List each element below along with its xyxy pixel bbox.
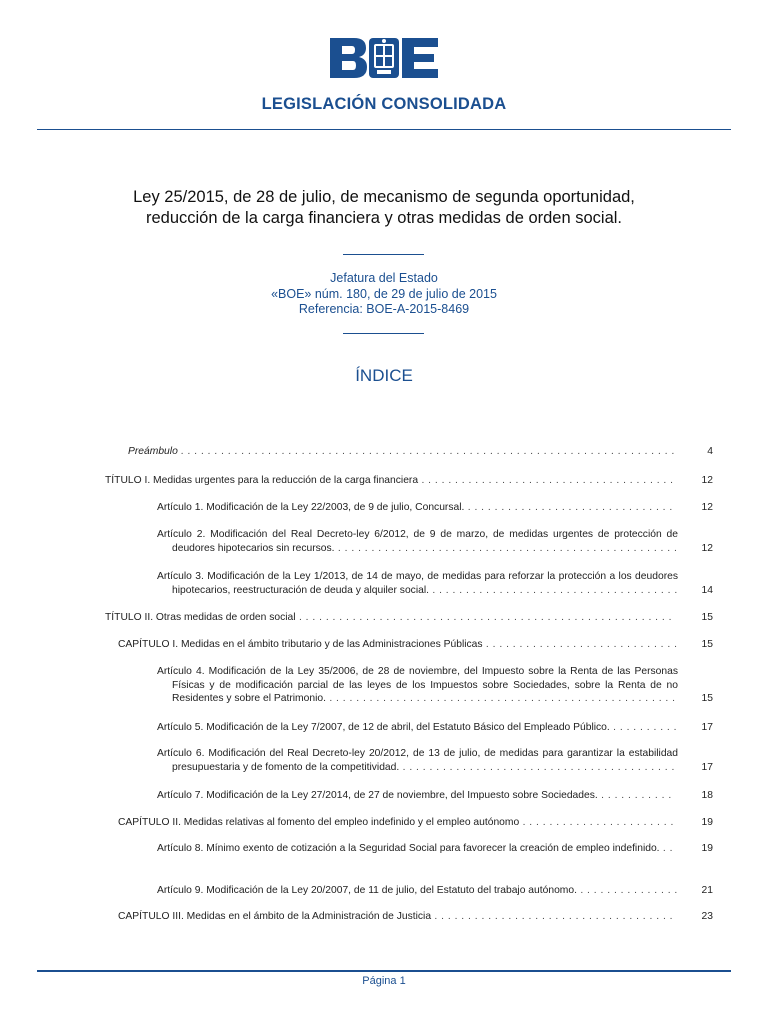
toc-entry-text: Artículo 4. Modificación de la Ley 35/2006, de 28 de noviembre, del Impuesto sobre la Renta de las Personas Físicas y de modificación parcial de las leyes de los Impuestos sobre Sociedades, sobre la Renta de no Residentes y sobre el Patrimonio.	[157, 666, 678, 704]
document-title-line-2: reducción de la carga financiera y otras medidas de orden social.	[145, 208, 623, 227]
meta-divider	[343, 333, 424, 334]
toc-page-number: 15	[701, 639, 713, 650]
toc-page-number: 12	[701, 542, 713, 554]
toc-entry-text: Artículo 3. Modificación de la Ley 1/2013, de 14 de mayo, de medidas para reforzar la protección a los deudores hipotecarios, reestructuración de deuda y alquiler social.	[157, 571, 678, 596]
toc-page-number: 12	[701, 502, 713, 513]
toc-entry-text: Artículo 8. Mínimo exento de cotización a la Seguridad Social para favorecer la creación de empleo indefinido.	[157, 843, 660, 854]
toc-entry-articulo-5[interactable]: Artículo 5. Modificación de la Ley 7/2007, de 12 de abril, del Estatuto Básico del Empleado Público. . . . . . . . . . . 17	[157, 722, 713, 733]
toc-entry-articulo-4[interactable]: Artículo 4. Modificación de la Ley 35/2006, de 28 de noviembre, del Impuesto sobre la Renta de las Personas Físicas y de modificación parcial de las leyes de los Impuestos sobre Sociedades, sobre la Renta de no Residentes y sobre el Patrimonio. . . . . . . . . . . . . . . . . . . . . . . . . . . . . . . . . . . . . . . . . . . . . . . . . . . . . 15	[157, 666, 713, 704]
toc-page-number: 14	[701, 584, 713, 596]
toc-entry-text: Preámbulo	[128, 446, 178, 457]
toc-page-number: 15	[701, 612, 713, 623]
boe-logo	[328, 36, 440, 80]
toc-page-number: 17	[701, 722, 713, 733]
toc-page-number: 15	[701, 693, 713, 704]
toc-entry-articulo-1[interactable]: Artículo 1. Modificación de la Ley 22/2003, de 9 de julio, Concursal. . . . . . . . . . . . . . . . . . . . . . . . . . . . . . . . 12	[157, 502, 713, 513]
toc-entry-preamble[interactable]: Preámbulo . . . . . . . . . . . . . . . . . . . . . . . . . . . . . . . . . . . . . . . . . . . . . . . . . . . . . . . . . . . . . . . . . . . . . . . . . . 4	[128, 446, 713, 457]
document-title	[80, 187, 688, 228]
issuer: Jefatura del Estado	[330, 271, 438, 285]
toc-entry-text: Artículo 2. Modificación del Real Decreto-ley 6/2012, de 9 de marzo, de medidas urgentes de protección de deudores hipotecarios sin recursos.	[157, 529, 678, 554]
toc-entry-text: Artículo 6. Modificación del Real Decreto-ley 20/2012, de 13 de julio, de medidas para garantizar la estabilidad presupuestaria y de fomento de la competitividad.	[157, 748, 678, 773]
toc-entry-capitulo-3[interactable]: CAPÍTULO III. Medidas en el ámbito de la Administración de Justicia . . . . . . . . . . . . . . . . . . . . . . . . . . . . . . . . . . . . 23	[118, 911, 713, 922]
header-divider	[37, 129, 731, 130]
toc-entry-titulo-1[interactable]: TÍTULO I. Medidas urgentes para la reducción de la carga financiera . . . . . . . . . . . . . . . . . . . . . . . . . . . . . . . . . . . . . . 12	[105, 475, 713, 486]
toc-page-number: 19	[701, 843, 713, 854]
document-meta	[0, 271, 768, 318]
toc-entry-text: TÍTULO I. Medidas urgentes para la reducción de la carga financiera	[105, 475, 419, 486]
toc-page-number: 4	[707, 446, 713, 457]
toc-page-number: 17	[701, 761, 713, 773]
toc-entry-text: Artículo 1. Modificación de la Ley 22/2003, de 9 de julio, Concursal.	[157, 502, 465, 513]
toc-entry-articulo-3[interactable]: Artículo 3. Modificación de la Ley 1/2013, de 14 de mayo, de medidas para reforzar la protección a los deudores hipotecarios, reestructuración de deuda y alquiler social. . . . . . . . . . . . . . . . . . . . . . . . . . . . . . . . . . . . . . 14	[157, 571, 713, 596]
toc-entry-text: Artículo 5. Modificación de la Ley 7/2007, de 12 de abril, del Estatuto Básico del Empleado Público.	[157, 722, 610, 733]
boe-logo-graphic	[328, 36, 440, 80]
publication: «BOE» núm. 180, de 29 de julio de 2015	[271, 286, 497, 301]
toc-entry-articulo-6[interactable]: Artículo 6. Modificación del Real Decreto-ley 20/2012, de 13 de julio, de medidas para garantizar la estabilidad presupuestaria y de fomento de la competitividad. . . . . . . . . . . . . . . . . . . . . . . . . . . . . . . . . . . . . . . . . . 17	[157, 748, 713, 773]
toc-page-number: 23	[701, 911, 713, 922]
page-number-footer: Página 1	[362, 975, 406, 987]
toc-page-number: 21	[701, 885, 713, 896]
toc-page-number: 19	[701, 817, 713, 828]
toc-page-number: 12	[701, 475, 713, 486]
section-heading: LEGISLACIÓN CONSOLIDADA	[261, 95, 507, 113]
toc-entry-capitulo-2[interactable]: CAPÍTULO II. Medidas relativas al fomento del empleo indefinido y el empleo autónomo . . . . . . . . . . . . . . . . . . . . . . . 19	[118, 817, 713, 828]
toc-entry-articulo-7[interactable]: Artículo 7. Modificación de la Ley 27/2014, de 27 de noviembre, del Impuesto sobre Sociedades. . . . . . . . . . . . 18	[157, 790, 713, 801]
toc-entry-capitulo-1[interactable]: CAPÍTULO I. Medidas en el ámbito tributario y de las Administraciones Públicas . . . . . . . . . . . . . . . . . . . . . . . . . . . . . 15	[118, 639, 713, 650]
toc-entry-text: Artículo 9. Modificación de la Ley 20/2007, de 11 de julio, del Estatuto del trabajo autónomo.	[157, 885, 577, 896]
footer-divider	[37, 970, 731, 972]
toc-entry-titulo-2[interactable]: TÍTULO II. Otras medidas de orden social . . . . . . . . . . . . . . . . . . . . . . . . . . . . . . . . . . . . . . . . . . . . . . . . . . . . . . . . 15	[105, 612, 713, 623]
reference: Referencia: BOE-A-2015-8469	[298, 302, 470, 316]
document-title-line-1: Ley 25/2015, de 28 de julio, de mecanismo de segunda oportunidad,	[133, 188, 635, 206]
toc-entry-text: Artículo 7. Modificación de la Ley 27/2014, de 27 de noviembre, del Impuesto sobre Sociedades.	[157, 790, 598, 801]
toc-entry-text: TÍTULO II. Otras medidas de orden social	[105, 612, 296, 623]
toc-entry-text: CAPÍTULO II. Medidas relativas al fomento del empleo indefinido y el empleo autónomo	[118, 817, 520, 828]
toc-page-number: 18	[701, 790, 713, 801]
toc-entry-text: CAPÍTULO I. Medidas en el ámbito tributario y de las Administraciones Públicas	[118, 639, 483, 650]
title-divider	[343, 254, 424, 255]
toc-entry-articulo-8[interactable]: Artículo 8. Mínimo exento de cotización a la Seguridad Social para favorecer la creación de empleo indefinido. . . 19	[157, 843, 713, 854]
toc-entry-text: CAPÍTULO III. Medidas en el ámbito de la Administración de Justicia	[118, 911, 432, 922]
toc-entry-articulo-2[interactable]: Artículo 2. Modificación del Real Decreto-ley 6/2012, de 9 de marzo, de medidas urgentes de protección de deudores hipotecarios sin recursos. . . . . . . . . . . . . . . . . . . . . . . . . . . . . . . . . . . . . . . . . . . . . . . . . . . . 12	[157, 529, 713, 554]
toc-entry-articulo-9[interactable]: Artículo 9. Modificación de la Ley 20/2007, de 11 de julio, del Estatuto del trabajo autónomo. . . . . . . . . . . . . . . . 21	[157, 885, 713, 896]
index-heading: ÍNDICE	[355, 366, 413, 385]
